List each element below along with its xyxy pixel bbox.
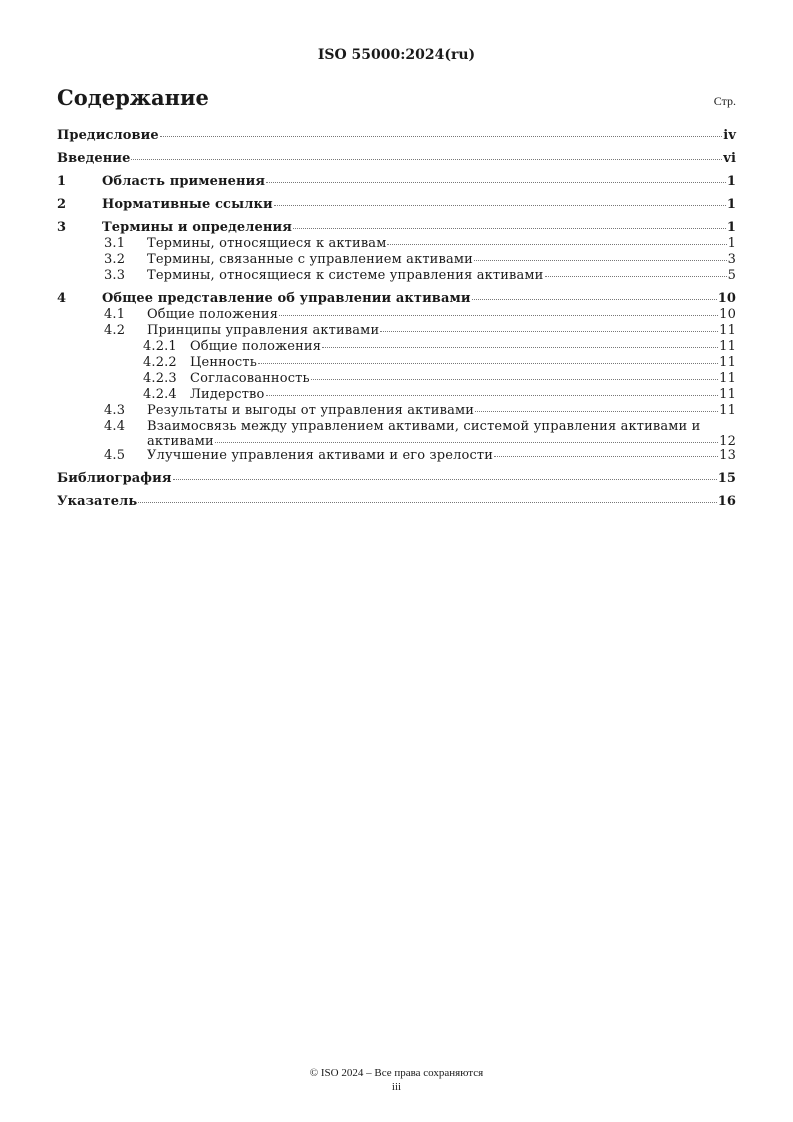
toc-entry-label: Лидерство	[190, 387, 265, 402]
toc-entry-section-4-2-3[interactable]	[57, 371, 736, 387]
toc-entry-label: Взаимосвязь между управлением активами, системой управления активами и	[147, 419, 701, 434]
toc-entry-line-1	[147, 419, 736, 435]
toc-entry-page: 10	[717, 291, 736, 306]
page-column-label: Стр.	[713, 94, 736, 108]
toc-entry-bibliography[interactable]	[57, 471, 736, 487]
toc-entry-number: 4.2.2	[143, 355, 177, 370]
toc-entry-section-4-1[interactable]	[57, 307, 736, 323]
leader-dots	[472, 299, 717, 300]
toc-entry-page: 11	[719, 323, 736, 338]
toc-entry-number: 4	[57, 291, 67, 306]
toc-entry-number: 4.5	[104, 448, 126, 463]
toc-entry-label: Принципы управления активами	[147, 323, 380, 338]
toc-entry-page: 11	[719, 371, 736, 386]
toc-entry-label: Библиография	[57, 471, 172, 486]
toc-entry-number: 4.3	[104, 403, 126, 418]
toc-entry-page: 1	[726, 220, 736, 235]
toc-entry-label: Термины, относящиеся к системе управления активами	[147, 268, 544, 283]
page-number: iii	[391, 1081, 402, 1093]
toc-entry-label: Улучшение управления активами и его зрелости	[147, 448, 494, 463]
toc-entry-page: 11	[719, 403, 736, 418]
toc-entry-number: 3	[57, 220, 67, 235]
toc-entry-section-1[interactable]	[57, 174, 736, 190]
toc-entry-label: Термины и определения	[102, 220, 292, 235]
toc-entry-page: 3	[727, 252, 736, 267]
toc-entry-page: 16	[717, 494, 736, 509]
toc-entry-wrapped-body	[147, 419, 736, 448]
toc-entry-label: Термины, связанные с управлением активами	[147, 252, 473, 267]
leader-dots	[293, 228, 726, 229]
toc-entry-number: 2	[57, 197, 67, 212]
toc-entry-page: 15	[717, 471, 736, 486]
toc-entry-section-4-3[interactable]	[57, 403, 736, 419]
toc-entry-page: 11	[719, 387, 736, 402]
toc-entry-page: 5	[727, 268, 736, 283]
leader-dots	[258, 363, 718, 364]
toc-entry-number: 4.1	[104, 307, 126, 322]
toc-entry-section-4-5[interactable]	[57, 448, 736, 464]
toc-entry-section-3-2[interactable]	[57, 252, 736, 268]
toc-entry-label: Нормативные ссылки	[102, 197, 273, 212]
leader-dots	[494, 456, 718, 457]
toc-entry-number: 3.1	[104, 236, 126, 251]
toc-entry-label: Результаты и выгоды от управления активами	[147, 403, 475, 418]
toc-entry-section-2[interactable]	[57, 197, 736, 213]
toc-entry-section-3[interactable]	[57, 220, 736, 236]
leader-dots	[215, 442, 718, 443]
leader-dots	[160, 136, 723, 137]
toc-entry-section-4-2[interactable]	[57, 323, 736, 339]
toc-entry-page: iv	[723, 128, 736, 143]
toc-entry-section-3-1[interactable]	[57, 236, 736, 252]
toc-entry-page: 12	[719, 434, 736, 449]
toc-entry-page: 13	[719, 448, 736, 463]
leader-dots	[322, 347, 718, 348]
toc-entry-label: Указатель	[57, 494, 138, 509]
toc-entry-label: Общее представление об управлении активами	[102, 291, 471, 306]
toc-entry-page: 1	[726, 197, 736, 212]
leader-dots	[380, 331, 718, 332]
leader-dots	[173, 479, 717, 480]
leader-dots	[545, 276, 727, 277]
toc-entry-number: 3.3	[104, 268, 126, 283]
leader-dots	[279, 315, 718, 316]
toc-entry-label: Предисловие	[57, 128, 159, 143]
toc-entry-number: 4.2.4	[143, 387, 177, 402]
toc-entry-label: Введение	[57, 151, 131, 166]
toc-entry-number: 3.2	[104, 252, 126, 267]
toc-entry-introduction[interactable]	[57, 151, 736, 167]
toc-entry-label-continued: активами	[147, 434, 214, 449]
toc-entry-page: 11	[719, 355, 736, 370]
toc-entry-line-2	[147, 435, 736, 448]
toc-entry-label: Общие положения	[190, 339, 322, 354]
page-footer	[0, 1066, 793, 1094]
toc-entry-section-4-2-4[interactable]	[57, 387, 736, 403]
toc-entry-label: Область применения	[102, 174, 266, 189]
copyright-notice: © ISO 2024 – Все права сохраняются	[309, 1067, 484, 1079]
toc-entry-section-3-3[interactable]	[57, 268, 736, 284]
toc-entry-number: 4.2	[104, 323, 126, 338]
table-of-contents	[57, 128, 736, 510]
leader-dots	[474, 260, 727, 261]
toc-entry-section-4-2-2[interactable]	[57, 355, 736, 371]
document-header: ISO 55000:2024(ru)	[317, 47, 476, 63]
leader-dots	[131, 159, 722, 160]
toc-entry-number: 4.2.1	[143, 339, 177, 354]
toc-entry-section-4-4[interactable]	[57, 419, 736, 448]
toc-title: Содержание	[57, 85, 209, 110]
toc-entry-page: 10	[719, 307, 736, 322]
toc-entry-page: 1	[726, 174, 736, 189]
toc-entry-number: 4.2.3	[143, 371, 177, 386]
toc-entry-page: vi	[723, 151, 736, 166]
toc-entry-page: 11	[719, 339, 736, 354]
toc-title-row	[57, 85, 736, 115]
leader-dots	[387, 244, 726, 245]
leader-dots	[311, 379, 718, 380]
toc-entry-number: 1	[57, 174, 67, 189]
toc-entry-label: Общие положения	[147, 307, 279, 322]
toc-entry-number: 4.4	[104, 419, 126, 434]
leader-dots	[475, 411, 718, 412]
toc-entry-label: Термины, относящиеся к активам	[147, 236, 387, 251]
toc-entry-foreword[interactable]	[57, 128, 736, 144]
toc-entry-section-4-2-1[interactable]	[57, 339, 736, 355]
toc-entry-label: Согласованность	[190, 371, 310, 386]
leader-dots	[274, 205, 726, 206]
toc-entry-label: Ценность	[190, 355, 257, 370]
toc-entry-section-4[interactable]	[57, 291, 736, 307]
leader-dots	[266, 395, 719, 396]
toc-entry-index[interactable]	[57, 494, 736, 510]
leader-dots	[266, 182, 726, 183]
leader-dots	[138, 502, 716, 503]
toc-entry-page: 1	[727, 236, 736, 251]
